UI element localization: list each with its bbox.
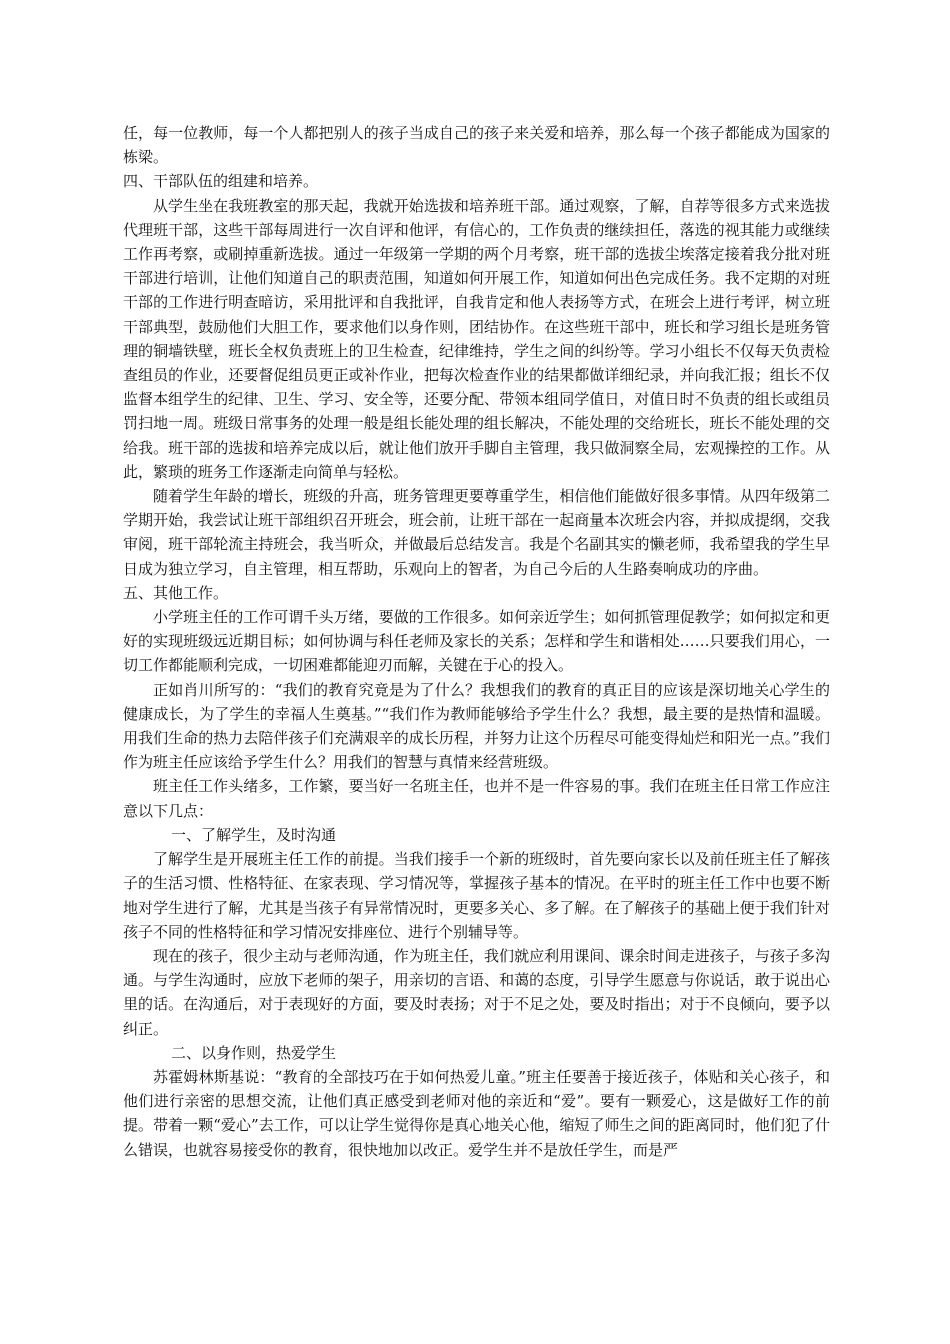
paragraph: 现在的孩子，很少主动与老师沟通，作为班主任，我们就应利用课间、课余时间走进孩子，与孩子多沟通。与学生沟通时，应放下老师的架子，用亲切的言语、和蔼的态度，引导学生愿意与你说话，敢于说出心里的话。在沟通后，对于表现好的方面，要及时表扬；对于不足之处，要及时指出；对于不良倾向，要予以纠正。 bbox=[123, 946, 830, 1038]
subheading-2: 二、以身作则，热爱学生 bbox=[171, 1043, 337, 1062]
paragraph: 随着学生年龄的增长，班级的升高，班务管理更要尊重学生，相信他们能做好很多事情。从四年级第二学期开始，我尝试让班干部组织召开班会，班会前，让班干部在一起商量本次班会内容，并拟成提纲，交我审阅，班干部轮流主持班会，我当听众，并做最后总结发言。我是个名副其实的懒老师，我希望我的学生早日成为独立学习，自主管理，相互帮助，乐观向上的智者，为自己今后的人生路奏响成功的序曲。 bbox=[123, 487, 830, 578]
paragraph: 班主任工作头绪多，工作繁，要当好一名班主任，也并不是一件容易的事。我们在班主任日常工作应注意以下几点： bbox=[123, 777, 830, 820]
paragraph: 了解学生是开展班主任工作的前提。当我们接手一个新的班级时，首先要向家长以及前任班主任了解孩子的生活习惯、性格特征、在家表现、学习情况等，掌握孩子基本的情况。在平时的班主任工作中也要不断地对学生进行了解，尤其是当孩子有异常情况时，更要多关心、多了解。在了解孩子的基础上便于我们针对孩子不同的性格特征和学习情况安排座位、进行个别辅导等。 bbox=[123, 850, 830, 941]
document-page bbox=[123, 121, 830, 1162]
paragraph: 正如肖川所写的：“我们的教育究竟是为了什么？我想我们的教育的真正目的应该是深切地关心学生的健康成长，为了学生的幸福人生奠基。”“我们作为教师能够给予学生什么？我想，最主要的是热情和温暖。用我们生命的热力去陪伴孩子们充满艰辛的成长历程，并努力让这个历程尽可能变得灿烂和阳光一点。”我们作为班主任应该给予学生什么？用我们的智慧与真情来经营班级。 bbox=[123, 680, 830, 772]
paragraph-continuation: 任，每一位教师，每一个人都把别人的孩子当成自己的孩子来关爱和培养，那么每一个孩子都能成为国家的栋梁。 bbox=[123, 124, 830, 167]
paragraph: 从学生坐在我班教室的那天起，我就开始选拔和培养班干部。通过观察，了解，自荐等很多方式来选拔代理班干部，这些干部每周进行一次自评和他评，有信心的，工作负责的继续担任，落选的视其能力或继续工作再考察，或刷掉重新选拔。通过一年级第一学期的两个月考察，班干部的选拔尘埃落定接着我分批对班干部进行培训，让他们知道自己的职责范围，知道如何开展工作，知道如何出色完成任务。我不定期的对班干部的工作进行明查暗访，采用批评和自我批评，自我肯定和他人表扬等方式，在班会上进行考评，树立班干部典型，鼓励他们大胆工作，要求他们以身作则，团结协作。在这些班干部中，班长和学习组长是班务管理的铜墙铁壁，班长全权负责班上的卫生检查，纪律维持，学生之间的纠纷等。学习小组长不仅每天负责检查组员的作业，还要督促组员更正或补作业，把每次检查作业的结果都做详细纪录，并向我汇报；组长不仅监督本组学生的纪律、卫生、学习、安全等，还要分配、带领本组同学值日，对值日时不负责的组长或组员罚扫地一周。班级日常事务的处理一般是组长能处理的组长解决，不能处理的交给班长，班长不能处理的交给我。班干部的选拔和培养完成以后，就让他们放开手脚自主管理，我只做洞察全局，宏观操控的工作。从此，繁琐的班务工作逐渐走向简单与轻松。 bbox=[123, 196, 830, 481]
subheading-1: 一、了解学生，及时沟通 bbox=[171, 825, 337, 844]
paragraph: 小学班主任的工作可谓千头万绪，要做的工作很多。如何亲近学生；如何抓管理促教学；如何拟定和更好的实现班级远近期目标；如何协调与科任老师及家长的关系；怎样和学生和谐相处……只要我们用心，一切工作都能顺利完成，一切困难都能迎刃而解，关键在于心的投入。 bbox=[123, 608, 830, 675]
section-heading-5: 五、其他工作。 bbox=[123, 583, 229, 602]
paragraph: 苏霍姆林斯基说：“教育的全部技巧在于如何热爱儿童。”班主任要善于接近孩子，体贴和关心孩子，和他们进行亲密的思想交流，让他们真正感受到老师对他的亲近和“爱”。要有一颗爱心，这是做好工作的前提。带着一颗“爱心”去工作，可以让学生觉得你是真心地关心他，缩短了师生之间的距离同时，他们犯了什么错误，也就容易接受你的教育，很快地加以改正。爱学生并不是放任学生，而是严 bbox=[123, 1067, 830, 1159]
section-heading-4: 四、干部队伍的组建和培养。 bbox=[123, 172, 319, 191]
